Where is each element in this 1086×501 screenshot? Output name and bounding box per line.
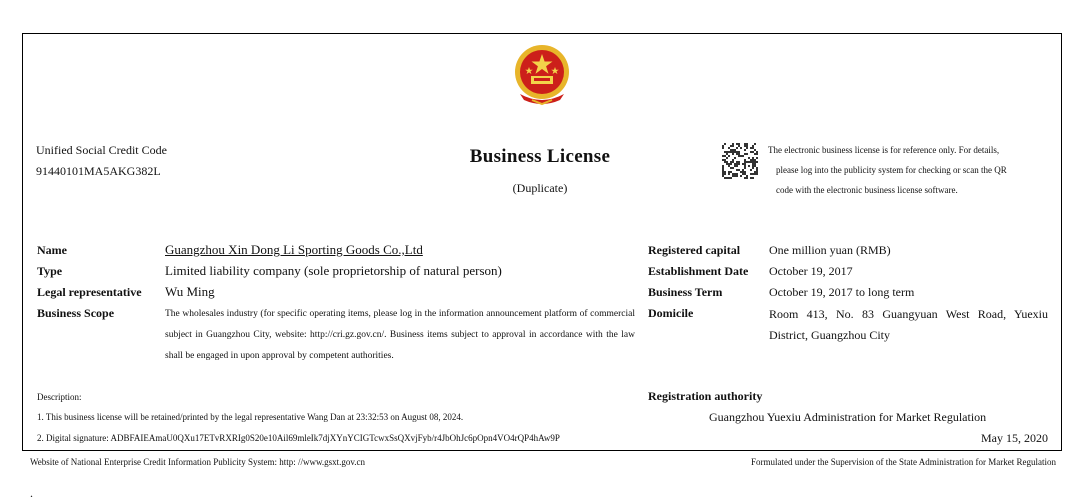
qr-code-icon xyxy=(722,143,758,179)
registration-authority-value: Guangzhou Yuexiu Administration for Market Regulation xyxy=(709,410,987,424)
legal-rep-value: Wu Ming xyxy=(165,284,215,299)
legal-rep-label: Legal representative xyxy=(37,285,142,299)
credit-code-block xyxy=(36,140,167,182)
issue-date: May 15, 2020 xyxy=(981,431,1048,445)
domicile-value: Room 413, No. 83 Guangyuan West Road, Yuexiu District, Guangzhou City xyxy=(769,307,1048,342)
qr-note-line: The electronic business license is for reference only. For details, xyxy=(768,145,1000,155)
description-line: 1. This business license will be retained/printed by the legal representative Wang Dan at 23:32:53 on August 08, 2024. xyxy=(37,412,464,422)
credit-code-label: Unified Social Credit Code xyxy=(36,143,167,157)
document-title: Business License xyxy=(469,146,611,167)
company-type: Limited liability company (sole proprietorship of natural person) xyxy=(165,263,502,278)
company-name: Guangzhou Xin Dong Li Sporting Goods Co.,Ltd xyxy=(165,242,423,257)
credit-code-value: 91440101MA5AKG382L xyxy=(36,164,161,178)
footer-website: Website of National Enterprise Credit Information Publicity System: http: //www.gsxt.gov.cn xyxy=(30,457,366,467)
qr-note-line: code with the electronic business license software. xyxy=(776,185,958,195)
name-label: Name xyxy=(37,243,67,257)
stray-dot: . xyxy=(30,486,33,500)
national-emblem-icon xyxy=(510,42,574,106)
scope-label: Business Scope xyxy=(37,306,115,320)
domicile-label: Domicile xyxy=(648,306,694,320)
description-label: Description: xyxy=(37,392,82,402)
capital-value: One million yuan (RMB) xyxy=(769,243,891,257)
capital-label: Registered capital xyxy=(648,243,741,257)
footer-formulated: Formulated under the Supervision of the State Administration for Market Regulation xyxy=(751,457,1056,467)
business-scope: The wholesales industry (for specific operating items, please log in the information announcement platform of commercial subject in Guangzhou City, website: http://cri.gz.gov.cn/. Business items subject to approval in accordance with the law shall be engaged in upon approval by competent authorities. xyxy=(165,309,635,361)
est-date-value: October 19, 2017 xyxy=(769,264,853,278)
document-subtitle: (Duplicate) xyxy=(512,181,568,195)
digital-signature: 2. Digital signature: ADBFAIEAmaU0QXu17ETvRXRIg0S20e10Ail69mleIk7djXYnYCIGTcwxSsQXvjFyb/r4JbOhJc6pOpn4VO4rQP4hAw9P xyxy=(37,433,560,443)
qr-note-line: please log into the publicity system for checking or scan the QR xyxy=(776,165,1007,175)
qr-note xyxy=(768,140,1048,200)
term-value: October 19, 2017 to long term xyxy=(769,285,915,299)
type-label: Type xyxy=(37,264,63,278)
term-label: Business Term xyxy=(648,285,723,299)
registration-authority-label: Registration authority xyxy=(648,389,763,403)
est-date-label: Establishment Date xyxy=(648,264,749,278)
